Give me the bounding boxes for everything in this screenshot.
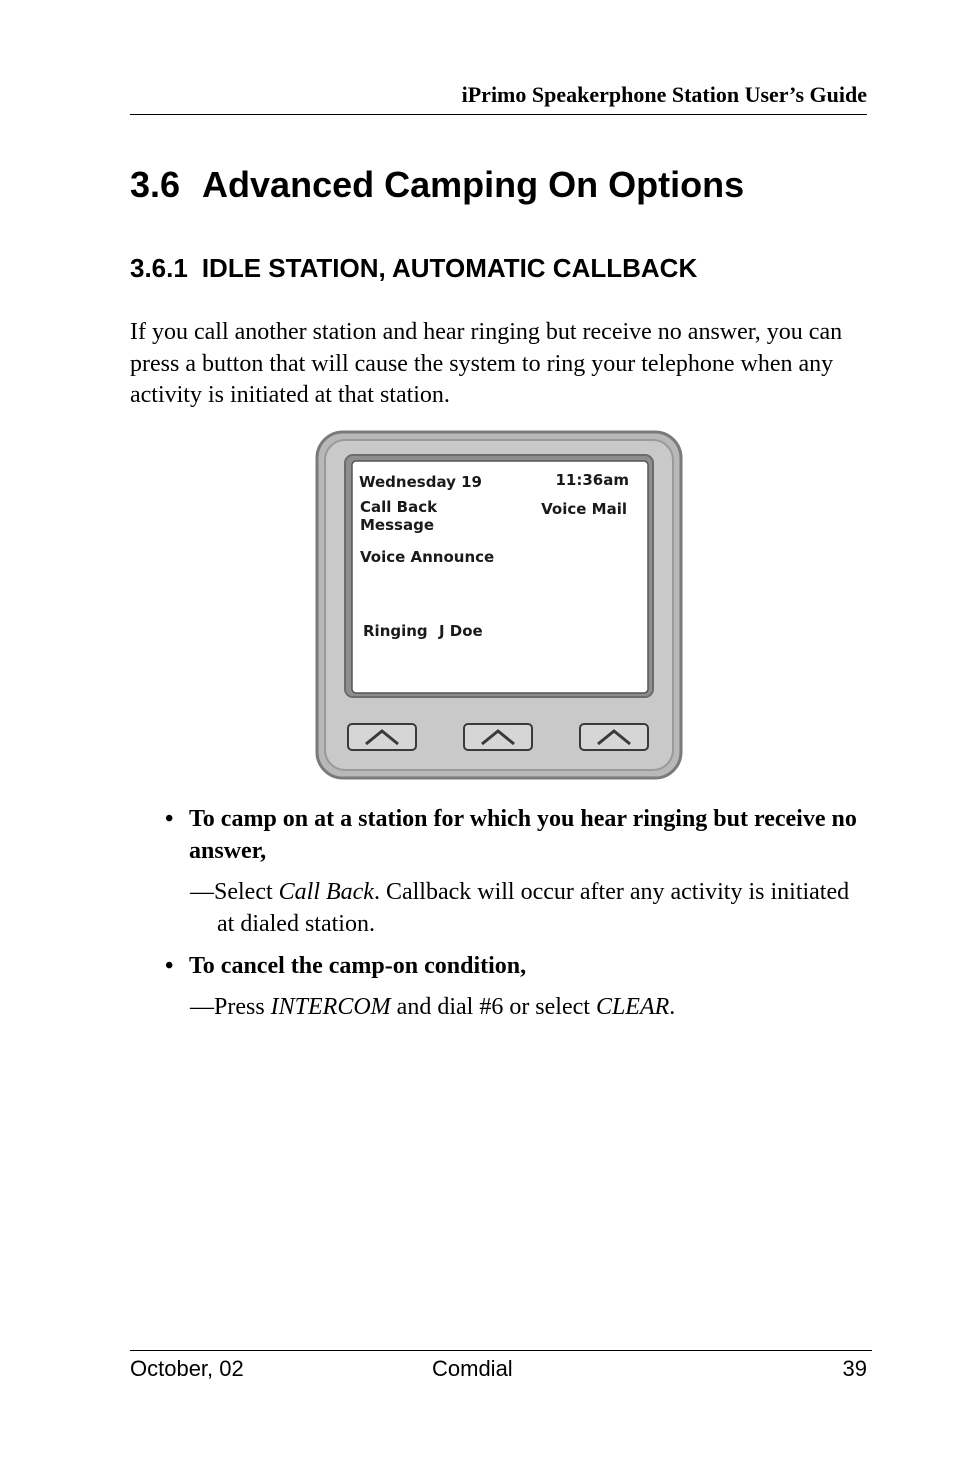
lcd-screen [352,461,648,693]
footer-date: October, 02 [130,1356,244,1381]
display-option-voice-announce[interactable]: Voice Announce [360,548,495,566]
section-title-text: Advanced Camping On Options [202,164,745,205]
step-text [165,877,865,940]
step-emphasis-callback: Call Back [278,879,374,905]
intro-paragraph: If you call another station and hear ringing but receive no answer, you can press a button that will cause the system to ring your telephone when any activity is initiated at that station. [130,319,843,408]
display-date: Wednesday 19 [359,473,482,491]
display-status-name: J Doe [439,622,483,640]
display-option-voicemail[interactable]: Voice Mail [541,500,627,518]
phone-display-figure [315,430,683,780]
subsection-title-text: IDLE STATION, AUTOMATIC CALLBACK [201,253,698,283]
running-header [130,80,867,115]
bullet-icon: • [165,806,174,832]
display-option-callback-line2[interactable]: Message [360,516,434,534]
display-status-label: Ringing [363,622,428,640]
subsection-title [130,252,697,284]
running-title: iPrimo Speakerphone Station User’s Guide [461,82,867,107]
phone-display-illustration [315,430,683,780]
bullet-camp-on [165,803,865,867]
bullet-head-text: To cancel the camp-on condition, [189,953,527,979]
softkey-center[interactable] [464,724,532,750]
softkey-right[interactable] [580,724,648,750]
subsection-number: 3.6.1 [130,253,188,283]
bullet-icon: • [165,953,174,979]
bullet-head [165,803,865,867]
step-prefix: —Select [190,879,279,905]
step-rest: . Callback will occur after any activity is initiated at dialed station. [217,879,850,937]
bullet-cancel [165,950,865,982]
step-cancel [165,992,865,1024]
bullet-head-text: To camp on at a station for which you hear ringing but receive no answer, [189,806,857,864]
softkey-left[interactable] [348,724,416,750]
page-number: 39 [842,1356,867,1381]
step-middle: and dial #6 or select [390,994,596,1020]
step-emphasis-clear: CLEAR [595,994,670,1020]
display-option-callback-line1[interactable]: Call Back [360,498,438,516]
step-text [165,992,865,1024]
footer-company: Comdial [432,1356,513,1381]
step-rest: . [669,994,676,1020]
section-title [130,163,744,207]
step-prefix: —Press [190,994,271,1020]
bullet-head [165,950,865,982]
display-time: 11:36am [555,471,629,489]
step-camp-on [165,877,865,940]
footer-divider [130,1350,872,1351]
step-emphasis-intercom: INTERCOM [270,994,391,1020]
section-number: 3.6 [130,164,181,205]
